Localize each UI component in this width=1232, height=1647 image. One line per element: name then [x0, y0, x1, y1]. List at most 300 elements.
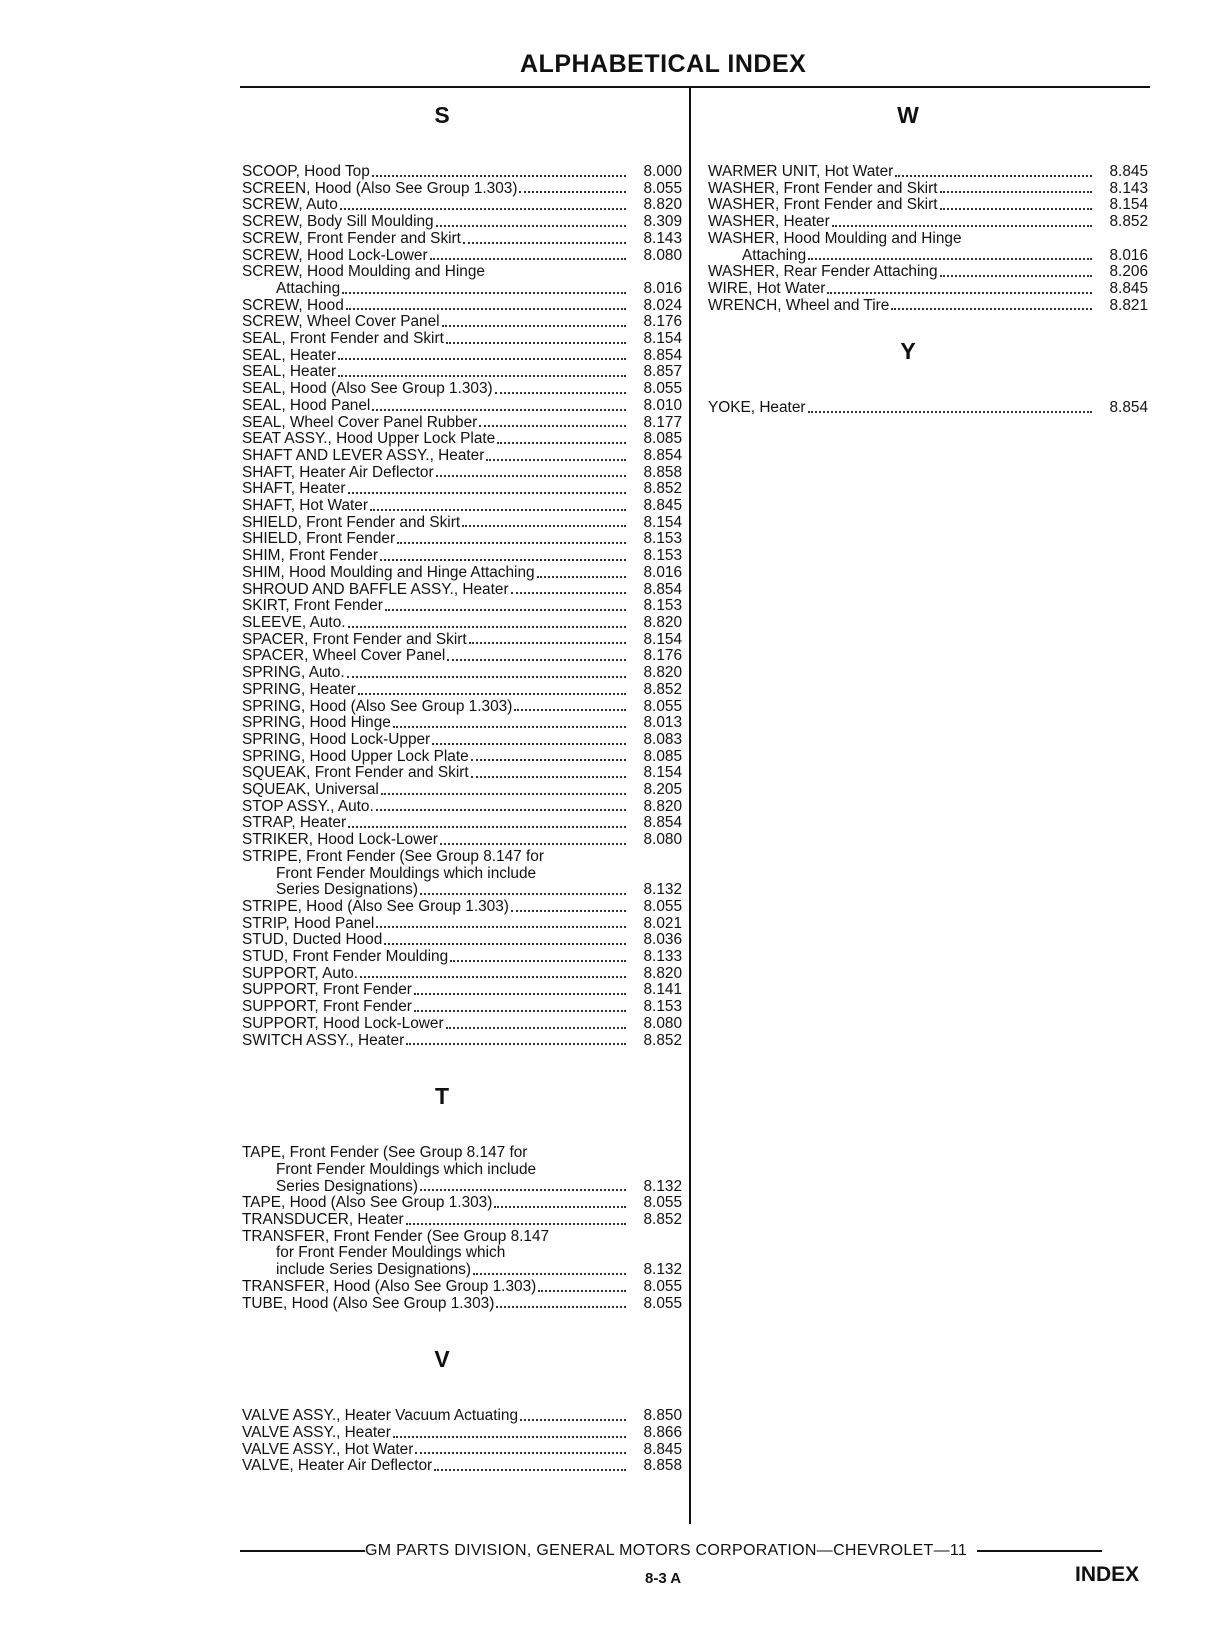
index-entry [242, 632, 682, 649]
entry-name: TAPE, Hood (Also See Group 1.303) [242, 1194, 493, 1212]
entry-name-wrap [242, 598, 632, 615]
dot-leader [471, 759, 626, 761]
entry-name: VALVE, Heater Air Deflector [242, 1457, 433, 1475]
entry-name: STUD, Front Fender Moulding [242, 948, 449, 966]
index-entry-continued [242, 1179, 682, 1196]
entry-name-wrap [242, 1162, 632, 1179]
page-title: ALPHABETICAL INDEX [520, 50, 807, 78]
entry-name: SPRING, Hood Hinge [242, 714, 391, 732]
entry-name: SPRING, Hood Upper Lock Plate [242, 747, 469, 765]
entry-name: VALVE ASSY., Heater Vacuum Actuating [242, 1407, 519, 1425]
entry-name: SEAL, Wheel Cover Panel Rubber [242, 413, 478, 431]
entry-group-number: 8.153 [643, 597, 682, 615]
entry-group-number: 8.852 [643, 480, 682, 498]
entry-group-number: 8.024 [643, 296, 682, 314]
index-entry [242, 531, 682, 548]
entry-group-number: 8.845 [643, 497, 682, 515]
entry-name-wrap [242, 732, 632, 749]
entry-name-wrap [242, 314, 632, 331]
entry-name: STOP ASSY., Auto. [242, 797, 374, 815]
entry-name-wrap [242, 632, 632, 649]
index-entry [242, 498, 682, 515]
entry-group-number: 8.055 [643, 1194, 682, 1212]
entry-name-wrap [242, 1408, 632, 1425]
dot-leader [450, 960, 626, 962]
index-entry [242, 1033, 682, 1050]
index-entry [242, 264, 682, 281]
index-entry [242, 314, 682, 331]
index-entry [242, 916, 682, 933]
index-entry [242, 515, 682, 532]
entry-name-wrap [242, 498, 632, 515]
entry-group-number: 8.154 [643, 330, 682, 348]
entry-group-number: 8.845 [1109, 279, 1148, 297]
index-entry [242, 481, 682, 498]
entry-name-wrap [242, 1296, 632, 1313]
index-entry-continued [242, 1245, 682, 1262]
entry-name-wrap [242, 882, 632, 899]
dot-leader [440, 843, 626, 845]
section-letter: Y [900, 338, 916, 365]
entry-name-wrap [242, 982, 632, 999]
entry-name-wrap [242, 932, 632, 949]
entry-group-number: 8.153 [643, 547, 682, 565]
entry-group-number: 8.854 [643, 580, 682, 598]
dot-leader [434, 1469, 626, 1471]
entry-group-number: 8.852 [643, 1211, 682, 1229]
column-divider [689, 88, 691, 1524]
entry-name-wrap [242, 164, 632, 181]
entry-group-number: 8.858 [643, 463, 682, 481]
entry-name: SCREW, Auto [242, 196, 338, 214]
entry-name: WARMER UNIT, Hot Water [708, 163, 894, 180]
index-entry [708, 197, 1148, 214]
entry-group-number: 8.010 [643, 396, 682, 414]
entry-name-wrap [242, 615, 632, 632]
index-entry [242, 548, 682, 565]
entry-name: STRIP, Hood Panel [242, 914, 375, 932]
index-entry [708, 264, 1148, 281]
dot-leader [808, 258, 1092, 260]
entry-list [708, 400, 1148, 417]
entry-name: SPRING, Heater [242, 680, 356, 698]
footer-line [240, 1542, 1150, 1560]
section-letter: T [434, 1083, 450, 1110]
dot-leader [827, 292, 1092, 294]
entry-name-wrap [708, 214, 1098, 231]
index-entry [242, 682, 682, 699]
right-column [708, 100, 1148, 417]
index-entry [242, 749, 682, 766]
index-entry-continued [242, 1262, 682, 1279]
index-entry [242, 598, 682, 615]
entry-group-number: 8.143 [643, 229, 682, 247]
index-entry [242, 1212, 682, 1229]
index-entry [242, 197, 682, 214]
entry-name: SHAFT, Heater [242, 480, 346, 498]
entry-name: SQUEAK, Universal [242, 781, 379, 799]
index-section-y [708, 336, 1148, 417]
entry-name: WASHER, Front Fender and Skirt [708, 179, 938, 197]
entry-group-number: 8.857 [643, 363, 682, 381]
dot-leader [940, 275, 1092, 277]
entry-name-wrap [242, 1458, 632, 1475]
entry-name: Series Designations) [276, 1177, 419, 1195]
index-entry [242, 665, 682, 682]
entry-group-number: 8.055 [643, 897, 682, 915]
entry-name: STUD, Ducted Hood [242, 931, 383, 949]
entry-group-number: 8.858 [643, 1457, 682, 1475]
index-entry [242, 582, 682, 599]
dot-leader [430, 258, 626, 260]
entry-group-number: 8.055 [643, 179, 682, 197]
index-entry [708, 281, 1148, 298]
index-entry [242, 231, 682, 248]
entry-name-wrap [708, 248, 1098, 265]
index-entry [242, 832, 682, 849]
dot-leader [463, 242, 626, 244]
entry-name: SHAFT, Hot Water [242, 497, 368, 515]
entry-name: SHIM, Front Fender [242, 547, 378, 565]
entry-name: SLEEVE, Auto. [242, 613, 346, 631]
index-entry [242, 381, 682, 398]
dot-leader [832, 225, 1092, 227]
dot-leader [497, 442, 626, 444]
entry-name: TRANSFER, Front Fender (See Group 8.147 [242, 1227, 550, 1245]
entry-name-wrap [708, 164, 1098, 181]
index-entry [708, 231, 1148, 248]
dot-leader [340, 208, 626, 210]
entry-group-number: 8.153 [643, 998, 682, 1016]
dot-leader [447, 659, 626, 661]
entry-name-wrap [242, 815, 632, 832]
entry-group-number: 8.080 [643, 831, 682, 849]
entry-group-number: 8.143 [1109, 179, 1148, 197]
index-entry [242, 982, 682, 999]
entry-name: SCREEN, Hood (Also See Group 1.303) [242, 179, 518, 197]
index-entry [242, 782, 682, 799]
dot-leader [406, 1223, 626, 1225]
entry-group-number: 8.820 [643, 613, 682, 631]
entry-group-number: 8.132 [643, 1261, 682, 1279]
entry-name: SPACER, Wheel Cover Panel [242, 647, 446, 665]
dot-leader [494, 1206, 626, 1208]
entry-name: SWITCH ASSY., Heater [242, 1031, 405, 1049]
dot-leader [393, 1436, 626, 1438]
entry-name: SCREW, Hood [242, 296, 344, 314]
dot-leader [420, 1189, 626, 1191]
entry-group-number: 8.176 [643, 313, 682, 331]
index-entry [242, 949, 682, 966]
entry-group-number: 8.854 [643, 346, 682, 364]
dot-leader [940, 208, 1092, 210]
entry-group-number: 8.820 [643, 196, 682, 214]
entry-name-wrap [242, 916, 632, 933]
entry-name-wrap [242, 866, 632, 883]
entry-name: SEAL, Front Fender and Skirt [242, 330, 444, 348]
entry-group-number: 8.083 [643, 730, 682, 748]
entry-name: SCREW, Wheel Cover Panel [242, 313, 440, 331]
entry-name-wrap [242, 281, 632, 298]
entry-name-wrap [242, 448, 632, 465]
entry-name-wrap [242, 665, 632, 682]
entry-group-number: 8.085 [643, 430, 682, 448]
dot-leader [376, 809, 626, 811]
index-entry [242, 248, 682, 265]
entry-group-number: 8.080 [643, 246, 682, 264]
dot-leader [469, 642, 626, 644]
entry-group-number: 8.854 [1109, 399, 1148, 417]
entry-name: SEAL, Heater [242, 363, 337, 381]
title-rule [240, 86, 1150, 88]
entry-group-number: 8.866 [643, 1424, 682, 1441]
dot-leader [372, 409, 626, 411]
section-label: INDEX [1075, 1563, 1140, 1586]
entry-group-number: 8.141 [643, 981, 682, 999]
entry-group-number: 8.850 [643, 1407, 682, 1425]
entry-group-number: 8.820 [643, 964, 682, 982]
left-column [242, 100, 682, 1475]
dot-leader [891, 308, 1092, 310]
entry-name-wrap [242, 465, 632, 482]
page-number: 8-3 A [645, 1570, 682, 1587]
entry-name-wrap [242, 548, 632, 565]
index-entry [242, 1458, 682, 1475]
index-entry [242, 164, 682, 181]
entry-group-number: 8.154 [643, 630, 682, 648]
entry-group-number: 8.000 [643, 163, 682, 180]
entry-group-number: 8.132 [643, 881, 682, 899]
dot-leader [370, 509, 626, 511]
entry-name-wrap [708, 231, 1098, 248]
entry-name: SHAFT AND LEVER ASSY., Heater [242, 446, 485, 464]
dot-leader [380, 559, 626, 561]
entry-name-wrap [242, 197, 632, 214]
entry-group-number: 8.154 [1109, 196, 1148, 214]
entry-name-wrap [708, 197, 1098, 214]
entry-name: Attaching [742, 246, 807, 264]
dot-leader [372, 175, 626, 177]
entry-name-wrap [708, 298, 1098, 315]
entry-name-wrap [242, 648, 632, 665]
index-entry [242, 348, 682, 365]
index-entry [242, 932, 682, 949]
index-entry [242, 849, 682, 866]
entry-name-wrap [242, 381, 632, 398]
entry-group-number: 8.845 [643, 1440, 682, 1458]
index-entry [242, 415, 682, 432]
entry-name-wrap [242, 715, 632, 732]
index-entry [242, 1296, 682, 1313]
entry-name-wrap [242, 1229, 632, 1246]
dot-leader [473, 1273, 626, 1275]
entry-group-number: 8.852 [643, 1031, 682, 1049]
dot-leader [511, 592, 626, 594]
entry-name: SCREW, Hood Lock-Lower [242, 246, 428, 264]
entry-name-wrap [242, 264, 632, 281]
dot-leader [393, 726, 626, 728]
entry-name: SUPPORT, Front Fender [242, 981, 412, 999]
footer-text: GM PARTS DIVISION, GENERAL MOTORS CORPORATION—CHEVROLET—11 [365, 1542, 968, 1559]
entry-name-wrap [242, 782, 632, 799]
index-entry-continued [242, 1162, 682, 1179]
entry-group-number: 8.153 [643, 530, 682, 548]
entry-group-number: 8.821 [1109, 296, 1148, 314]
dot-leader [347, 676, 626, 678]
dot-leader [346, 308, 626, 310]
entry-name: STRIPE, Hood (Also See Group 1.303) [242, 897, 509, 915]
dot-leader [414, 993, 626, 995]
dot-leader [338, 358, 626, 360]
entry-name: TRANSFER, Hood (Also See Group 1.303) [242, 1277, 537, 1295]
index-entry [242, 1145, 682, 1162]
entry-name: SPRING, Hood (Also See Group 1.303) [242, 697, 513, 715]
index-entry [242, 448, 682, 465]
index-entry [242, 214, 682, 231]
entry-group-number: 8.016 [643, 279, 682, 297]
index-entry [708, 298, 1148, 315]
entry-name-wrap [242, 398, 632, 415]
section-letter: S [434, 102, 450, 128]
entry-name: SPRING, Hood Lock-Upper [242, 730, 431, 748]
entry-group-number: 8.016 [643, 563, 682, 581]
dot-leader [940, 191, 1092, 193]
index-entry [242, 648, 682, 665]
index-entry [708, 181, 1148, 198]
entry-name-wrap [242, 248, 632, 265]
entry-name-wrap [242, 364, 632, 381]
entry-name: SHIELD, Front Fender [242, 530, 396, 548]
dot-leader [514, 709, 626, 711]
dot-leader [471, 776, 626, 778]
entry-name: SCREW, Hood Moulding and Hinge [242, 263, 485, 281]
entry-group-number: 8.154 [643, 513, 682, 531]
entry-name-wrap [242, 431, 632, 448]
entry-name-wrap [708, 181, 1098, 198]
index-entry [242, 398, 682, 415]
index-entry [242, 715, 682, 732]
entry-name-wrap [708, 264, 1098, 281]
entry-name: TUBE, Hood (Also See Group 1.303) [242, 1294, 495, 1312]
index-entry [242, 1425, 682, 1442]
entry-name-wrap [242, 1145, 632, 1162]
index-entry [242, 966, 682, 983]
entry-group-number: 8.820 [643, 797, 682, 815]
entry-name-wrap [242, 1016, 632, 1033]
entry-name-wrap [242, 682, 632, 699]
dot-leader [397, 542, 626, 544]
entry-name-wrap [242, 765, 632, 782]
dot-leader [442, 325, 626, 327]
entry-name: SHROUD AND BAFFLE ASSY., Heater [242, 580, 509, 598]
index-entry [242, 331, 682, 348]
entry-group-number: 8.055 [643, 380, 682, 398]
entry-list [242, 164, 682, 1049]
index-entry [242, 1408, 682, 1425]
entry-name-wrap [242, 515, 632, 532]
entry-name-wrap [242, 699, 632, 716]
entry-group-number: 8.852 [643, 680, 682, 698]
entry-list [708, 164, 1148, 314]
dot-leader [895, 175, 1092, 177]
dot-leader [406, 1043, 626, 1045]
entry-group-number: 8.154 [643, 764, 682, 782]
index-entry [242, 465, 682, 482]
entry-name-wrap [708, 281, 1098, 298]
entry-name-wrap [242, 949, 632, 966]
entry-group-number: 8.055 [643, 1294, 682, 1312]
dot-leader [519, 191, 626, 193]
index-entry [242, 999, 682, 1016]
entry-group-number: 8.852 [1109, 213, 1148, 231]
entry-name: SEAL, Hood (Also See Group 1.303) [242, 380, 493, 398]
dot-leader [348, 492, 627, 494]
dot-leader [348, 826, 626, 828]
index-entry [242, 732, 682, 749]
entry-list [242, 1145, 682, 1312]
entry-name-wrap [708, 400, 1098, 417]
entry-group-number: 8.080 [643, 1014, 682, 1032]
entry-group-number: 8.854 [643, 814, 682, 832]
entry-name: SEAL, Hood Panel [242, 396, 371, 414]
entry-name: SUPPORT, Front Fender [242, 998, 412, 1016]
entry-name-wrap [242, 1033, 632, 1050]
dot-leader [385, 609, 626, 611]
entry-name: WIRE, Hot Water [708, 279, 826, 297]
entry-name-wrap [242, 181, 632, 198]
index-entry [242, 181, 682, 198]
dot-leader [537, 576, 626, 578]
entry-group-number: 8.085 [643, 747, 682, 765]
entry-name: STRIKER, Hood Lock-Lower [242, 831, 438, 849]
index-entry [708, 214, 1148, 231]
entry-name: Front Fender Mouldings which include [276, 1160, 537, 1178]
entry-name: SCREW, Body Sill Moulding [242, 213, 434, 231]
entry-name: SEAT ASSY., Hood Upper Lock Plate [242, 430, 496, 448]
entry-name: SPRING, Auto. [242, 664, 345, 682]
entry-name-wrap [242, 1195, 632, 1212]
entry-name: SCOOP, Hood Top [242, 163, 370, 180]
entry-name: WRENCH, Wheel and Tire [708, 296, 890, 314]
entry-group-number: 8.205 [643, 781, 682, 799]
entry-name: Series Designations) [276, 881, 419, 899]
entry-name: TRANSDUCER, Heater [242, 1211, 404, 1229]
index-entry [242, 298, 682, 315]
entry-name-wrap [242, 348, 632, 365]
entry-name-wrap [242, 749, 632, 766]
entry-name: SEAL, Heater [242, 346, 337, 364]
dot-leader [342, 292, 626, 294]
entry-name-wrap [242, 298, 632, 315]
entry-name: WASHER, Front Fender and Skirt [708, 196, 938, 214]
entry-name: TAPE, Front Fender (See Group 8.147 for [242, 1144, 528, 1162]
index-entry [242, 1442, 682, 1459]
index-entry [708, 164, 1148, 181]
entry-name-wrap [242, 899, 632, 916]
entry-name-wrap [242, 582, 632, 599]
dot-leader [436, 225, 626, 227]
entry-name: SUPPORT, Hood Lock-Lower [242, 1014, 444, 1032]
index-entry-continued [242, 882, 682, 899]
index-entry [242, 799, 682, 816]
entry-name: STRAP, Heater [242, 814, 347, 832]
entry-group-number: 8.055 [643, 697, 682, 715]
dot-leader [496, 1306, 626, 1308]
entry-group-number: 8.013 [643, 714, 682, 732]
entry-name: SHAFT, Heater Air Deflector [242, 463, 434, 481]
entry-group-number: 8.036 [643, 931, 682, 949]
index-entry-continued [242, 866, 682, 883]
